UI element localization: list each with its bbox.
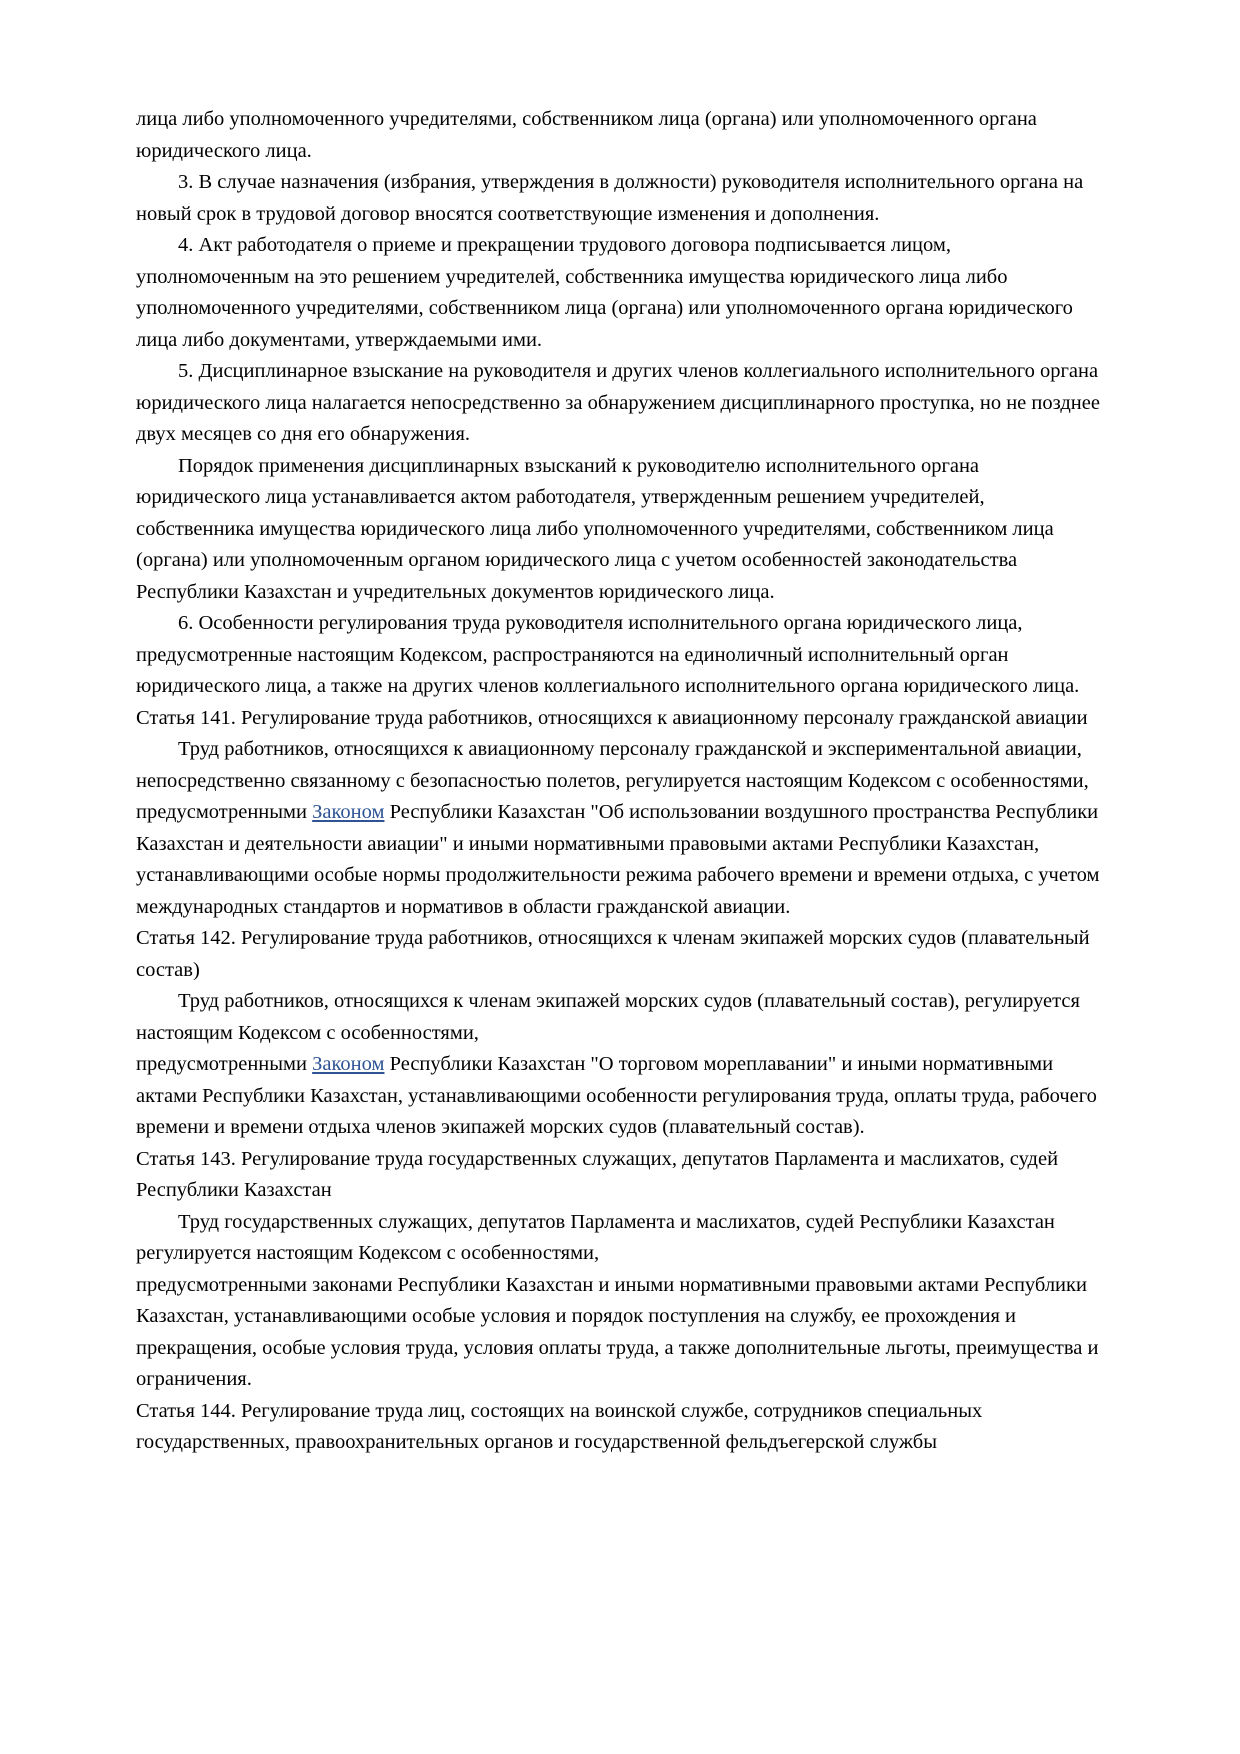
paragraph-text-before-link: предусмотренными bbox=[136, 1053, 313, 1075]
article-heading-141: Статья 141. Регулирование труда работников, относящихся к авиационному персоналу гражданской авиации bbox=[136, 706, 1088, 729]
paragraph: 3. В случае назначения (избрания, утверждения в должности) руководителя исполнительного органа на новый срок в трудовой договор вносятся соответствующие изменения и дополнения. bbox=[136, 171, 1084, 225]
paragraph-with-law-link bbox=[136, 1049, 1104, 1144]
paragraph: 4. Акт работодателя о приеме и прекращении трудового договора подписывается лицом, уполномоченным на это решением учредителей, собственника имущества юридического лица либо уполномоченного учредителями, собственником лица (органа) или уполномоченного органа юридического лица либо документами, утверждаемыми ими. bbox=[136, 234, 1073, 351]
article-heading-143: Статья 143. Регулирование труда государственных служащих, депутатов Парламента и маслихатов, судей Республики Казахстан bbox=[136, 1147, 1059, 1201]
law-link-merchant-shipping[interactable]: Законом bbox=[312, 1053, 385, 1075]
article-heading-142: Статья 142. Регулирование труда работников, относящихся к членам экипажей морских судов (плавательный состав) bbox=[136, 927, 1090, 981]
article-heading-144: Статья 144. Регулирование труда лиц, состоящих на воинской службе, сотрудников специальных государственных, правоохранительных органов и государственной фельдъегерской службы bbox=[136, 1399, 983, 1453]
paragraph: 6. Особенности регулирования труда руководителя исполнительного органа юридического лица, предусмотренные настоящим Кодексом, распространяются на единоличный исполнительный орган юридического лица, а также на других членов коллегиального исполнительного органа юридического лица. bbox=[136, 612, 1080, 697]
paragraph: Труд работников, относящихся к авиационному персоналу гражданской и экспериментальной авиации, непосредственно связанному с безопасностью полетов, регулируется настоящим Кодексом с особенностями, bbox=[136, 738, 1089, 792]
paragraph: Порядок применения дисциплинарных взысканий к руководителю исполнительного органа юридического лица устанавливается актом работодателя, утвержденным решением учредителей, собственника имущества юридического лица либо уполномоченного учредителями, собственником лица (органа) или уполномоченным органом юридического лица с учетом особенностей законодательства Республики Казахстан и учредительных документов юридического лица. bbox=[136, 454, 1054, 603]
paragraph-text-before-link: предусмотренными bbox=[136, 801, 313, 823]
paragraph: Труд государственных служащих, депутатов Парламента и маслихатов, судей Республики Казахстан регулируется настоящим Кодексом с особенностями, bbox=[136, 1210, 1055, 1264]
paragraph: лица либо уполномоченного учредителями, собственником лица (органа) или уполномоченного органа юридического лица. bbox=[136, 108, 1037, 162]
paragraph-with-law-link bbox=[136, 797, 1104, 923]
paragraph: Труд работников, относящихся к членам экипажей морских судов (плавательный состав), регулируется настоящим Кодексом с особенностями, bbox=[136, 990, 1080, 1044]
law-link-air-code[interactable]: Законом bbox=[312, 801, 385, 823]
paragraph: 5. Дисциплинарное взыскание на руководителя и других членов коллегиального исполнительного органа юридического лица налагается непосредственно за обнаружением дисциплинарного проступка, но не позднее двух месяцев со дня его обнаружения. bbox=[136, 360, 1100, 445]
paragraph-text-after-link: Республики Казахстан "Об использовании воздушного пространства Республики Казахстан и деятельности авиации" и иными нормативными правовыми актами Республики Казахстан, устанавливающими особые нормы продолжительности режима рабочего времени и времени отдыха, с учетом международных стандартов и нормативов в области гражданской авиации. bbox=[136, 801, 1100, 918]
paragraph: предусмотренными законами Республики Казахстан и иными нормативными правовыми актами Республики Казахстан, устанавливающими особые условия и порядок поступления на службу, ее прохождения и прекращения, особые условия труда, условия оплаты труда, а также дополнительные льготы, преимущества и ограничения. bbox=[136, 1273, 1099, 1390]
document-body bbox=[136, 104, 1104, 1459]
paragraph-text-after-link: Республики Казахстан "О торговом мореплавании" и иными нормативными актами Республики Казахстан, устанавливающими особенности регулирования труда, оплаты труда, рабочего времени и времени отдыха членов экипажей морских судов (плавательный состав). bbox=[136, 1053, 1097, 1138]
